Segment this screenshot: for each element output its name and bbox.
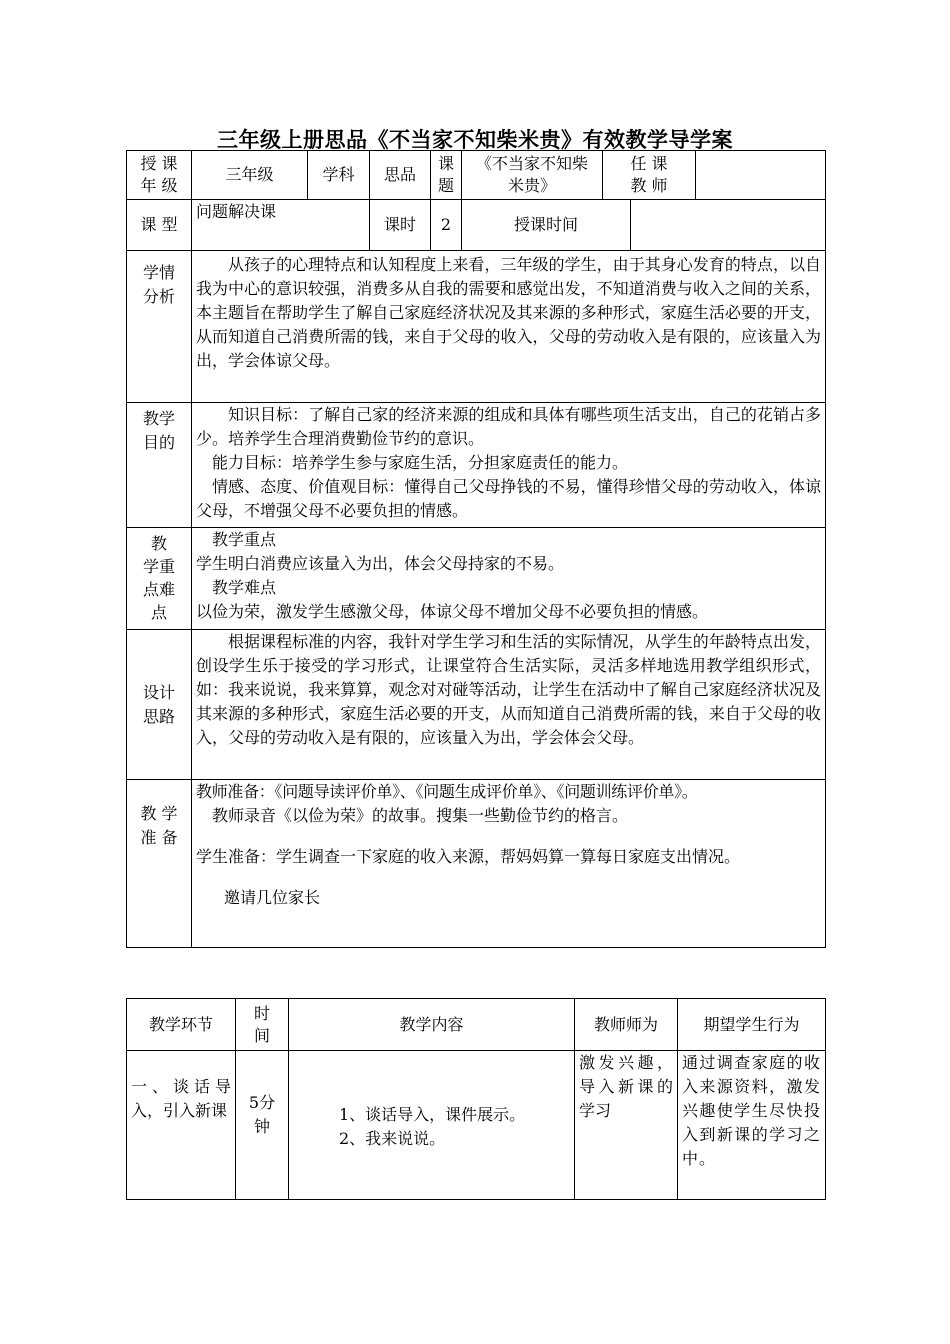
header-teacher: 教师师为: [575, 999, 678, 1051]
lesson-info-table: [126, 150, 826, 948]
header-content: 教学内容: [289, 999, 575, 1051]
key-point-heading: 教学重点: [212, 530, 277, 549]
analysis-text: 从孩子的心理特点和认知程度上来看，三年级的学生，由于其身心发育的特点，以自我为中心的意识较强，消费多从自我的需要和感觉出发，不知道消费与收入之间的关系，本主题旨在帮助学生了解自己家庭经济状况及其来源的多种形式，家庭生活必要的开支，从而知道自己消费所需的钱，来自于父母的收入，父母的劳动收入是有限的，应该量入为出，学会体谅父母。: [196, 255, 822, 370]
emotion-goal: 情感、态度、价值观目标：懂得自己父母挣钱的不易，懂得珍惜父母的劳动收入，体谅父母，不增强父母不必要负担的情感。: [196, 477, 822, 520]
knowledge-goal: 知识目标：了解自己家的经济来源的组成和具体有哪些项生活支出，自己的花销占多少。培养学生合理消费勤俭节约的意识。: [196, 405, 822, 448]
design-label: 设计 思路: [127, 630, 192, 780]
student-prep: 学生准备：学生调查一下家庭的收入来源，帮妈妈算一算每日家庭支出情况。: [196, 847, 741, 866]
topic-value: 《不当家不知柴 米贵》: [462, 151, 603, 200]
design-text: 根据课程标准的内容，我针对学生学习和生活的实际情况，从学生的年龄特点出发，创设学生乐于接受的学习形式，让课堂符合生活实际，灵活多样地选用教学组织形式，如：我来说说，我来算算，观念对对碰等活动，让学生在活动中了解自己家庭经济状况及其来源的多种形式，家庭生活必要的开支，从而知道自己消费所需的钱，来自于父母的收入，父母的劳动收入是有限的，应该量入为出，学会体会父母。: [196, 632, 822, 747]
prep-label: 教 学 准 备: [127, 780, 192, 948]
difficulty-text: 以俭为荣，激发学生感激父母，体谅父母不增加父母不必要负担的情感。: [196, 602, 709, 621]
row-student: 通过调查家庭的收入来源资料，激发兴趣使学生尽快投入到新课的学习之中。: [678, 1051, 826, 1200]
document-title: 三年级上册思品《不当家不知柴米贵》有效教学导学案: [217, 128, 733, 152]
type-value: 问题解决课: [192, 200, 370, 251]
teacher-prep: 教师准备：《问题导读评价单》、《问题生成评价单》、《问题训练评价单》。: [196, 782, 698, 801]
row-time: 5分 钟: [236, 1051, 289, 1200]
goal-label: 教学 目的: [127, 403, 192, 528]
invite-parents: 邀请几位家长: [224, 888, 321, 907]
teacher-prep-2: 教师录音《以俭为荣》的故事。搜集一些勤俭节约的格言。: [212, 806, 629, 825]
row-content-2: 2、我来说说。: [339, 1129, 446, 1148]
teaching-process-table: [126, 998, 826, 1200]
header-time: 时 间: [236, 999, 289, 1051]
key-point-text: 学生明白消费应该量入为出，体会父母持家的不易。: [196, 554, 565, 573]
grade-label: 授 课 年 级: [127, 151, 192, 200]
subject-value: 思品: [370, 151, 431, 200]
key-points-label: 教 学重 点难 点: [127, 528, 192, 630]
ability-goal: 能力目标：培养学生参与家庭生活，分担家庭责任的能力。: [212, 453, 629, 472]
header-stage: 教学环节: [127, 999, 236, 1051]
row-content-1: 1、谈话导入，课件展示。: [339, 1105, 526, 1124]
time-value: [631, 200, 826, 251]
topic-label: 课 题: [431, 151, 462, 200]
analysis-label: 学情 分析: [127, 251, 192, 403]
row-stage: 一、谈话导入，引入新课: [127, 1051, 236, 1200]
time-label: 授课时间: [462, 200, 631, 251]
type-label: 课 型: [127, 200, 192, 251]
grade-value: 三年级: [192, 151, 308, 200]
difficulty-heading: 教学难点: [212, 578, 277, 597]
hours-label: 课时: [370, 200, 431, 251]
header-student: 期望学生行为: [678, 999, 826, 1051]
hours-value: 2: [431, 200, 462, 251]
row-teacher: 激发兴趣，导入新课的学习: [575, 1051, 678, 1200]
teacher-value: [696, 151, 826, 200]
teacher-label: 任 课 教 师: [603, 151, 696, 200]
subject-label: 学科: [308, 151, 370, 200]
